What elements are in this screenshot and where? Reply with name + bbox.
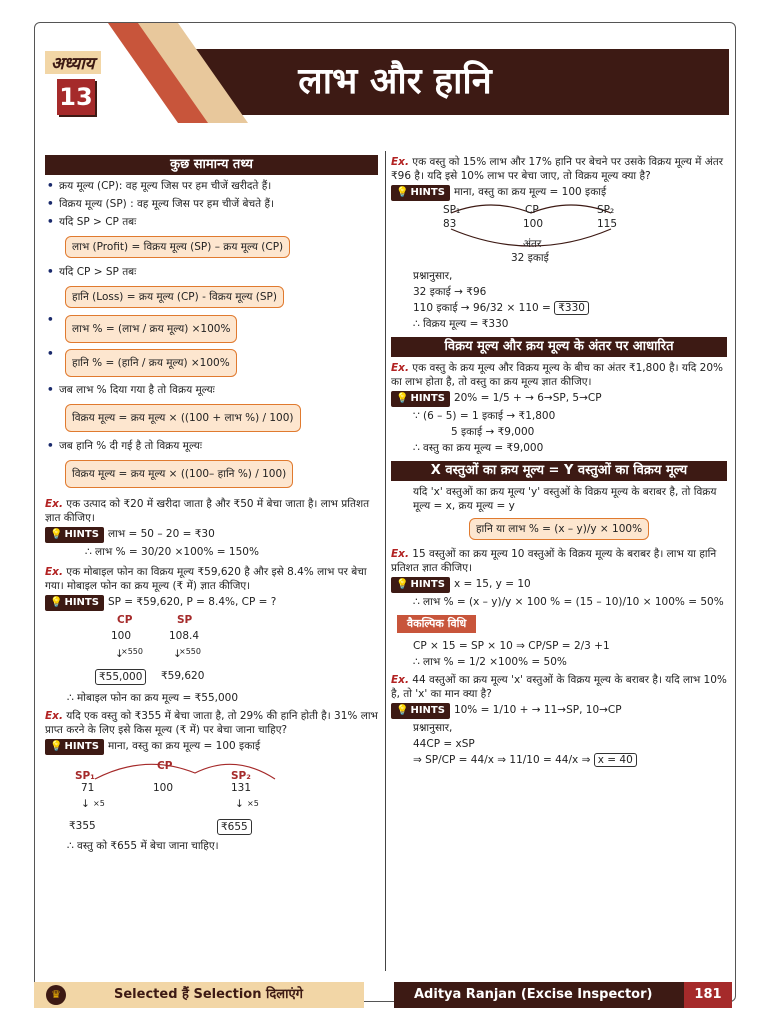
answer-box: ₹330 (554, 301, 589, 315)
hints-badge: 💡 HINTS (391, 577, 450, 593)
formula-box: लाभ % = (लाभ / क्रय मूल्य) ×100% (65, 315, 237, 343)
fact-item: • विक्रय मूल्य (SP) : वह मूल्य जिस पर हम चीजें बेचते हैं। (45, 197, 378, 211)
formula-box: हानि (Loss) = क्रय मूल्य (CP) - विक्रय मूल्य (SP) (65, 286, 284, 308)
example-label: Ex. (45, 566, 63, 578)
hint-text (391, 753, 727, 767)
example (45, 497, 378, 525)
sp-value: 108.4 (169, 630, 200, 642)
sp1-label: SP₁ (75, 770, 95, 782)
hint-line (45, 527, 378, 543)
hint-text: x = 15, y = 10 (453, 578, 531, 590)
hint-line (391, 703, 727, 719)
page-title: लाभ और हानि (298, 61, 492, 102)
hint-text: लाभ = 50 – 20 = ₹30 (107, 528, 215, 540)
chapter-number: 13 (57, 79, 95, 115)
hint-text: माना, वस्तु का क्रय मूल्य = 100 इकाई (453, 186, 607, 198)
example-text: 15 वस्तुओं का क्रय मूल्य 10 वस्तुओं के विक्रय मूल्य के बराबर है। लाभ या हानि प्रतिशत ज्ञात कीजिए। (391, 548, 717, 574)
cp-label: CP (157, 760, 173, 772)
hints-badge: 💡 HINTS (391, 185, 450, 201)
section-heading: विक्रय मूल्य और क्रय मूल्य के अंतर पर आधारित (391, 337, 727, 357)
footer-author: Aditya Ranjan (Excise Inspector) (414, 987, 653, 1002)
hints-badge: 💡 HINTS (391, 703, 450, 719)
arrow-down-icon: ↓ (173, 648, 182, 660)
hint-text: ∴ वस्तु को ₹655 में बेचा जाना चाहिए। (67, 840, 219, 852)
example-text: 44 वस्तुओं का क्रय मूल्य 'x' वस्तुओं के विक्रय मूल्य के बराबर है। यदि लाभ 10% है, तो 'x' का मान क्या है? (391, 674, 727, 700)
example (391, 361, 727, 389)
fact-item: • जब लाभ % दिया गया है तो विक्रय मूल्यः (45, 383, 378, 397)
arrow-down-icon: ↓ (81, 798, 90, 810)
hint-text: 110 इकाई → 96/32 × 110 = (413, 302, 551, 314)
sp1-value: 83 (443, 218, 457, 230)
fact-item: • यदि CP > SP तबः (45, 265, 378, 279)
example-text: यदि एक वस्तु को ₹355 में बेचा जाता है, तो 29% की हानि होती है। 31% लाभ प्राप्त करने के लिए इसे किस मूल्य (₹ में) पर बेचा जाना चाहिए? (45, 710, 378, 736)
example (391, 673, 727, 701)
diff-diagram (391, 203, 727, 267)
hint-text: ∴ वस्तु का क्रय मूल्य = ₹9,000 (413, 442, 544, 454)
hint-text: ∵ (6 – 5) = 1 इकाई → ₹1,800 (413, 410, 556, 422)
sp1-value: 71 (81, 782, 95, 794)
hint-text: ⇒ SP/CP = 44/x ⇒ 11/10 = 44/x ⇒ (413, 754, 591, 766)
cp-sp-diagram (45, 613, 378, 689)
example-label: Ex. (391, 362, 409, 374)
example-text: एक उत्पाद को ₹20 में खरीदा जाता है और ₹50 में बेचा जाता है। लाभ प्रतिशत ज्ञात कीजिए। (45, 498, 370, 524)
sp1-label: SP₁ (443, 204, 461, 216)
formula-box: लाभ (Profit) = विक्रय मूल्य (SP) – क्रय मूल्य (CP) (65, 236, 290, 258)
alternate-method-badge: वैकल्पिक विधि (397, 615, 476, 633)
fact-item: • यदि SP > CP तबः (45, 215, 378, 229)
chapter-label: अध्याय (45, 51, 101, 74)
loss-profit-diagram (45, 757, 378, 837)
sp2-value: 115 (597, 218, 618, 230)
hint-line (391, 577, 727, 593)
multiplier: ×5 (247, 799, 259, 808)
rule-text: यदि 'x' वस्तुओं का क्रय मूल्य 'y' वस्तुओं के विक्रय मूल्य के बराबर है, तो विक्रय मूल्य = x, क्रय मूल्य = y (413, 486, 717, 512)
right-column (391, 153, 727, 769)
multiplier: ×5 (93, 799, 105, 808)
hint-text: 10% = 1/10 + → 11→SP, 10→CP (453, 704, 622, 716)
hint-text: CP × 15 = SP × 10 ⇒ CP/SP = 2/3 +1 (413, 640, 610, 652)
formula-box: विक्रय मूल्य = क्रय मूल्य × ((100– हानि %) / 100) (65, 460, 293, 488)
formula-wrap (391, 515, 727, 543)
example-text: एक मोबाइल फोन का विक्रय मूल्य ₹59,620 है और इसे 8.4% लाभ पर बेचा गया। मोबाइल फोन का क्रय मूल्य (₹ में) ज्ञात कीजिए। (45, 566, 367, 592)
cp-label: CP (117, 614, 133, 626)
page-number: 181 (684, 982, 732, 1008)
fact-item (45, 347, 378, 379)
example-label: Ex. (45, 710, 63, 722)
column-divider (385, 151, 386, 971)
fact-item (45, 313, 378, 345)
diff-label: अंतर (523, 238, 542, 250)
arrow-down-icon: ↓ (115, 648, 124, 660)
sp2-label: SP₂ (231, 770, 251, 782)
hints-badge: 💡 HINTS (391, 391, 450, 407)
answer-box: x = 40 (594, 753, 637, 767)
cp-label: CP (525, 204, 539, 216)
hint-text: ∴ मोबाइल फोन का क्रय मूल्य = ₹55,000 (67, 692, 238, 704)
hint-text: ∴ लाभ % = 30/20 ×100% = 150% (85, 546, 259, 558)
hint-text: SP = ₹59,620, P = 8.4%, CP = ? (107, 596, 277, 608)
multiplier: ×550 (179, 647, 201, 656)
cp-value: 100 (111, 630, 132, 642)
cp-result: ₹55,000 (95, 669, 146, 685)
footer (34, 982, 734, 1008)
sp2-value: 131 (231, 782, 252, 794)
hint-text: 20% = 1/5 + → 6→SP, 5→CP (453, 392, 602, 404)
hints-badge: 💡 HINTS (45, 739, 104, 755)
example (391, 547, 727, 575)
formula-box: विक्रय मूल्य = क्रय मूल्य × ((100 + लाभ %) / 100) (65, 404, 301, 432)
hint-text: माना, वस्तु का क्रय मूल्य = 100 इकाई (107, 740, 261, 752)
example-label: Ex. (391, 674, 409, 686)
section-heading: X वस्तुओं का क्रय मूल्य = Y वस्तुओं का विक्रय मूल्य (391, 461, 727, 481)
hint-line (391, 185, 727, 201)
page-frame (34, 22, 736, 1002)
arrow-down-icon: ↓ (235, 798, 244, 810)
hint-text: ∴ विक्रय मूल्य = ₹330 (413, 318, 509, 330)
multiplier: ×550 (121, 647, 143, 656)
example (45, 565, 378, 593)
example-label: Ex. (391, 548, 409, 560)
hint-line (45, 739, 378, 755)
hint-text: प्रश्नानुसार, (413, 722, 453, 734)
hint-text: प्रश्नानुसार, (413, 270, 453, 282)
example (391, 155, 727, 183)
hint-text: 44CP = xSP (413, 738, 475, 750)
hint-line (45, 595, 378, 611)
brand-logo-icon: ♛ (46, 985, 66, 1005)
example-text: एक वस्तु को 15% लाभ और 17% हानि पर बेचने पर उसके विक्रय मूल्य में अंतर ₹96 है। यदि इसे 10% लाभ पर बेचा जाए, तो विक्रय मूल्य क्या है? (391, 156, 724, 182)
diff-value: 32 इकाई (511, 252, 549, 264)
hint-text: 5 इकाई → ₹9,000 (451, 426, 535, 438)
sp1-result: ₹355 (69, 820, 96, 832)
example-text: एक वस्तु के क्रय मूल्य और विक्रय मूल्य के बीच का अंतर ₹1,800 है। यदि 20% का लाभ होता है, तो वस्तु का क्रय मूल्य ज्ञात कीजिए। (391, 362, 723, 388)
cp-value: 100 (523, 218, 544, 230)
section-heading: कुछ सामान्य तथ्य (45, 155, 378, 175)
arc-connector (85, 759, 285, 783)
hint-text (391, 301, 727, 315)
example (45, 709, 378, 737)
hints-badge: 💡 HINTS (45, 527, 104, 543)
formula-box: हानि या लाभ % = (x – y)/y × 100% (469, 518, 649, 540)
hint-text: 32 इकाई → ₹96 (413, 286, 487, 298)
hint-text: ∴ लाभ % = 1/2 ×100% = 50% (413, 656, 567, 668)
left-column (45, 153, 378, 855)
hint-line (391, 391, 727, 407)
fact-item: • क्रय मूल्य (CP): वह मूल्य जिस पर हम चीजें खरीदते हैं। (45, 179, 378, 193)
sp2-result: ₹655 (217, 819, 252, 835)
cp-value: 100 (153, 782, 174, 794)
sp2-label: SP₂ (597, 204, 615, 216)
example-label: Ex. (391, 156, 409, 168)
hint-text: ∴ लाभ % = (x – y)/y × 100 % = (15 – 10)/10 × 100% = 50% (413, 596, 724, 608)
fact-item: • जब हानि % दी गई है तो विक्रय मूल्यः (45, 439, 378, 453)
sp-label: SP (177, 614, 193, 626)
formula-box: हानि % = (हानि / क्रय मूल्य) ×100% (65, 349, 237, 377)
footer-slogan: Selected हैं Selection दिलाएंगे (114, 987, 303, 1002)
sp-result: ₹59,620 (161, 670, 205, 682)
example-label: Ex. (45, 498, 63, 510)
hints-badge: 💡 HINTS (45, 595, 104, 611)
